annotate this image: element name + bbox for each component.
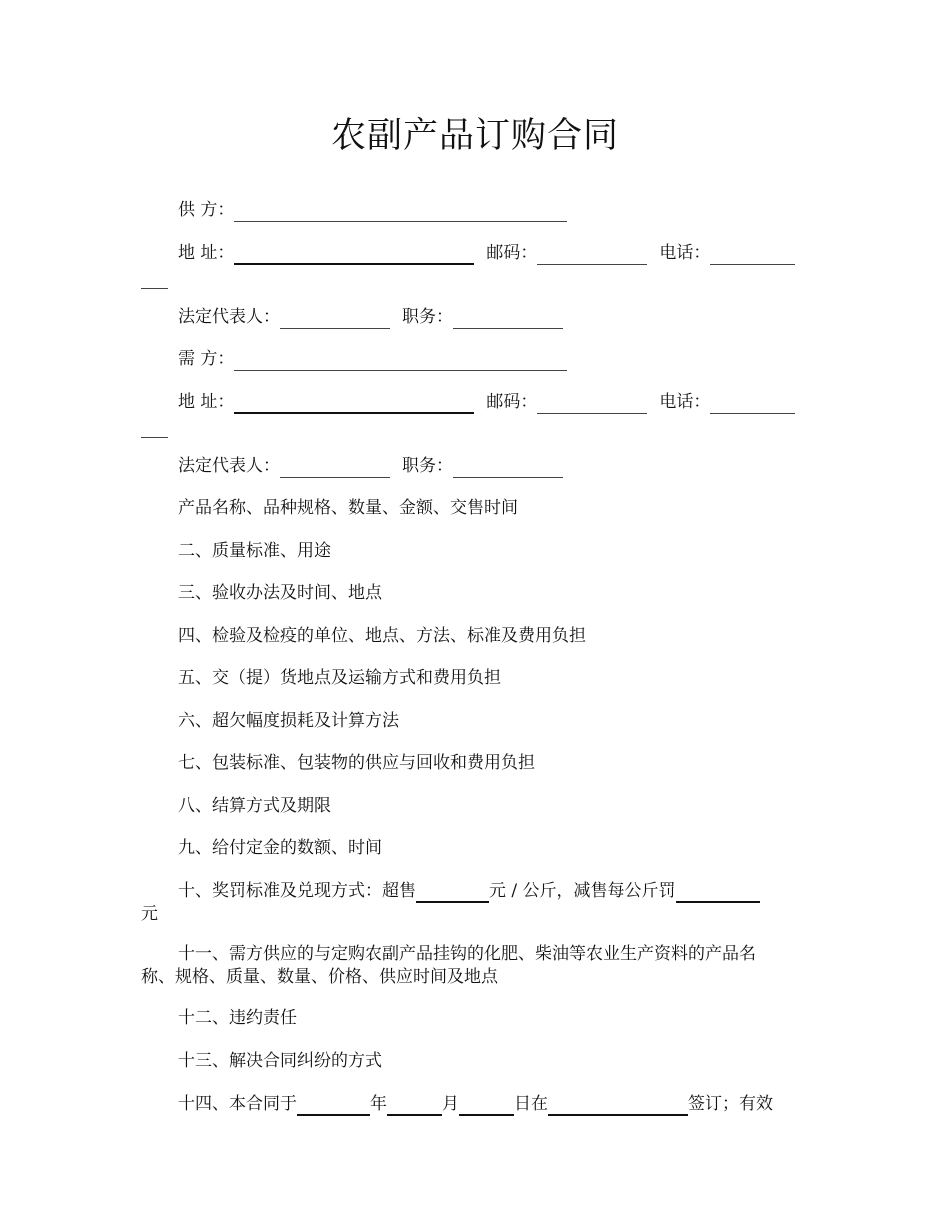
clause-14-text-e: 签订；有效 — [688, 1094, 773, 1114]
clause-5: 五、交（提）货地点及运输方式和费用负担 — [178, 668, 501, 688]
supplier-name-field[interactable] — [234, 203, 567, 222]
supplier-phone-field-cont — [141, 265, 168, 289]
supplier-postcode-label: 邮码： — [486, 243, 538, 263]
supplier-phone-field[interactable] — [710, 246, 795, 265]
clause-13: 十三、解决合同纠纷的方式 — [178, 1051, 382, 1071]
clause-11-cont: 称、规格、质量、数量、价格、供应时间及地点 — [141, 967, 498, 987]
buyer-rep-field[interactable] — [280, 459, 390, 478]
clause-14-text-b: 年 — [370, 1094, 387, 1114]
clause-14-text-c: 月 — [442, 1094, 459, 1114]
buyer-rep-label: 法定代表人： — [178, 456, 280, 476]
clause-8: 八、结算方式及期限 — [178, 796, 331, 816]
clause-4: 四、检验及检疫的单位、地点、方法、标准及费用负担 — [178, 626, 586, 646]
supplier-rep-line — [178, 305, 563, 329]
supplier-address-field[interactable] — [234, 245, 474, 265]
clause-12: 十二、违约责任 — [178, 1008, 297, 1028]
buyer-phone-field-wrap[interactable] — [141, 419, 168, 438]
document-title: 农副产品订购合同 — [330, 116, 619, 156]
clause-2: 二、质量标准、用途 — [178, 541, 331, 561]
clause-7: 七、包装标准、包装物的供应与回收和费用负担 — [178, 753, 535, 773]
supplier-rep-field[interactable] — [280, 310, 390, 329]
clause-10 — [178, 879, 760, 903]
supplier-phone-field-wrap[interactable] — [141, 270, 168, 289]
buyer-line — [178, 347, 567, 371]
buyer-address-line — [178, 390, 795, 414]
clause-1: 产品名称、品种规格、数量、金额、交售时间 — [178, 498, 518, 518]
buyer-phone-field-cont — [141, 414, 168, 438]
buyer-position-label: 职务： — [402, 456, 453, 476]
oversale-reward-field[interactable] — [416, 883, 489, 903]
buyer-position-field[interactable] — [453, 459, 563, 478]
undersale-penalty-field[interactable] — [676, 883, 760, 903]
clause-11: 十一、需方供应的与定购农副产品挂钩的化肥、柴油等农业生产资料的产品名 — [178, 944, 756, 964]
buyer-postcode-field[interactable] — [537, 395, 647, 414]
buyer-name-field[interactable] — [234, 352, 567, 371]
supplier-rep-label: 法定代表人： — [178, 307, 280, 327]
buyer-label: 需 方： — [178, 349, 235, 369]
supplier-line — [178, 198, 567, 222]
supplier-postcode-field[interactable] — [537, 246, 647, 265]
supplier-position-label: 职务： — [402, 307, 453, 327]
buyer-address-label: 地 址： — [178, 392, 235, 412]
supplier-address-line — [178, 241, 795, 265]
clause-3: 三、验收办法及时间、地点 — [178, 583, 382, 603]
supplier-phone-label: 电话： — [659, 243, 711, 263]
clause-6: 六、超欠幅度损耗及计算方法 — [178, 711, 399, 731]
sign-place-field[interactable] — [548, 1096, 688, 1116]
sign-year-field[interactable] — [297, 1096, 370, 1116]
clause-14-text-d: 日在 — [514, 1094, 548, 1114]
clause-10-text-b: 元 / 公斤，减售每公斤罚 — [489, 881, 676, 901]
supplier-position-field[interactable] — [453, 310, 563, 329]
clause-9: 九、给付定金的数额、时间 — [178, 838, 382, 858]
clause-14 — [178, 1092, 773, 1116]
clause-10-text-a: 十、奖罚标准及兑现方式：超售 — [178, 881, 416, 901]
buyer-phone-field[interactable] — [710, 395, 795, 414]
clause-10-cont: 元 — [141, 904, 158, 924]
supplier-label: 供 方： — [178, 200, 235, 220]
clause-14-text-a: 十四、本合同于 — [178, 1094, 297, 1114]
supplier-address-label: 地 址： — [178, 243, 235, 263]
sign-month-field[interactable] — [387, 1096, 442, 1116]
buyer-address-field[interactable] — [234, 394, 474, 414]
sign-day-field[interactable] — [459, 1096, 514, 1116]
buyer-phone-label: 电话： — [659, 392, 711, 412]
buyer-rep-line — [178, 454, 563, 478]
buyer-postcode-label: 邮码： — [486, 392, 538, 412]
